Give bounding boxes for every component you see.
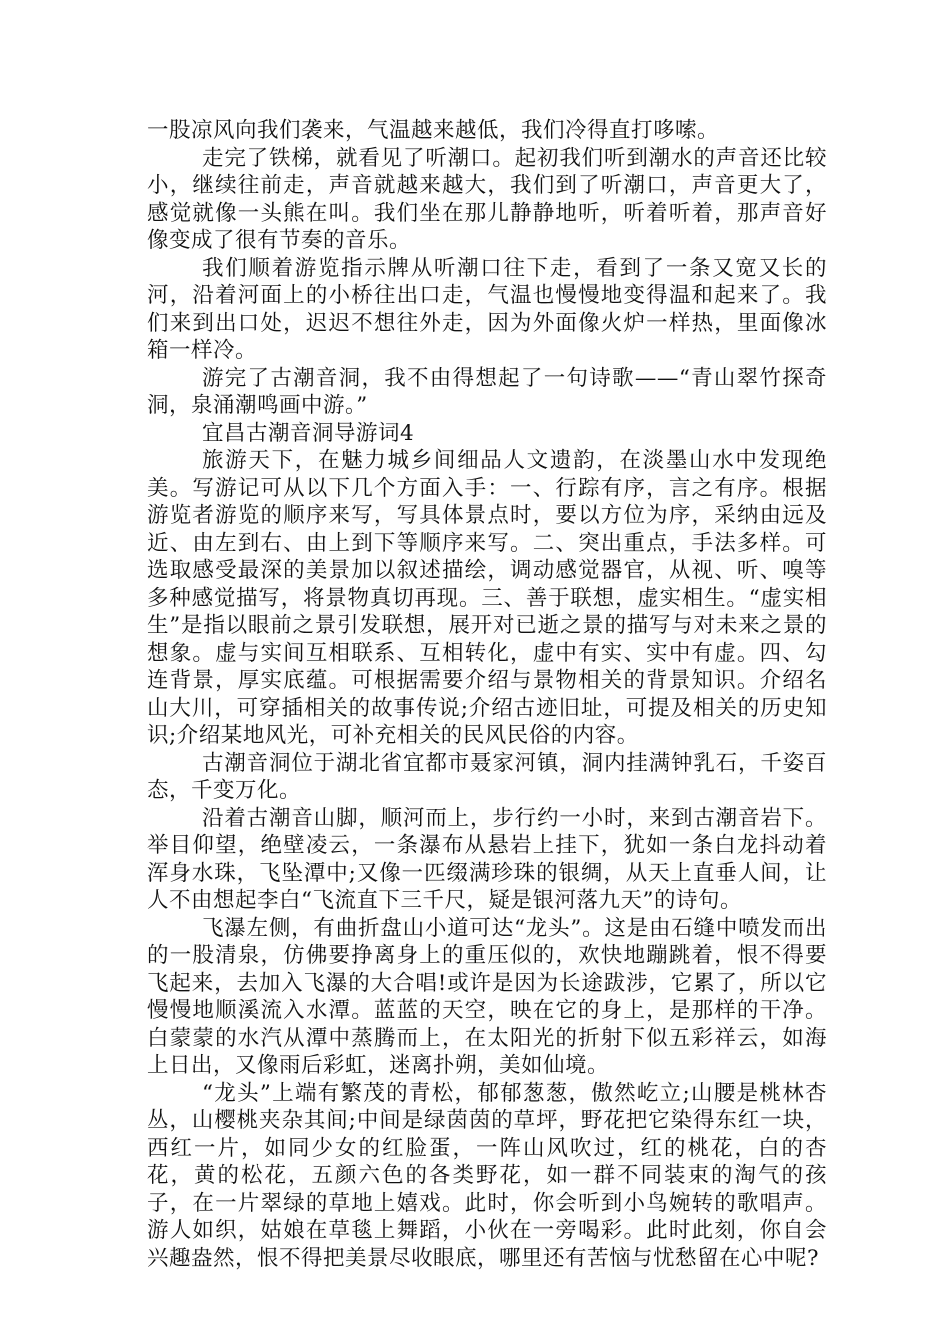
paragraph-waterfall: 沿着古潮音山脚，顺河而上，步行约一小时，来到古潮音岩下。举目仰望，绝壁凌云，一条瀑布从悬岩上挂下，犹如一条白龙抖动着浑身水珠，飞坠潭中;又像一匹缀满珍珠的银绸，从天上直垂人间，让人不由想起李白“飞流直下三千尺，疑是银河落九天”的诗句。	[147, 805, 827, 913]
paragraph-continuation: 一股凉风向我们袭来，气温越来越低，我们冷得直打哆嗦。	[147, 118, 720, 143]
paragraph-tingchaokou: 走完了铁梯，就看见了听潮口。起初我们听到潮水的声音还比较小，继续往前走，声音就越来越大，我们到了听潮口，声音更大了，感觉就像一头熊在叫。我们坐在那儿静静地听，听着听着，那声音好像变成了很有节奏的音乐。	[147, 145, 827, 253]
document-page	[147, 117, 827, 1272]
section-heading: 宜昌古潮音洞导游词4	[202, 420, 415, 446]
paragraph-poem: 游完了古潮音洞，我不由得想起了一句诗歌——“青山翠竹探奇洞，泉涌潮鸣画中游。”	[147, 365, 827, 418]
paragraph-scenery: “龙头”上端有繁茂的青松，郁郁葱葱，傲然屹立;山腰是桃林杏丛，山樱桃夹杂其间;中间是绿茵茵的草坪，野花把它染得东红一块，西红一片，如同少女的红脸蛋，一阵山风吹过，红的桃花，白的杏花，黄的松花，五颜六色的各类野花，如一群不同装束的淘气的孩子，在一片翠绿的草地上嬉戏。此时，你会听到小鸟婉转的歌唱声。游人如织，姑娘在草毯上舞蹈，小伙在一旁喝彩。此时此刻，你自会兴趣盎然，恨不得把美景尽收眼底，哪里还有苦恼与忧愁留在心中呢?	[147, 1080, 827, 1271]
paragraph-location: 古潮音洞位于湖北省宜都市聂家河镇，洞内挂满钟乳石，千姿百态，千变万化。	[147, 750, 827, 803]
paragraph-longtou-spring: 飞瀑左侧，有曲折盘山小道可达“龙头”。这是由石缝中喷发而出的一股清泉，仿佛要挣离身上的重压似的，欢快地蹦跳着，恨不得要飞起来，去加入飞瀑的大合唱!或许是因为长途跋涉，它累了，所以它慢慢地顺溪流入水潭。蓝蓝的天空，映在它的身上，是那样的干净。白蒙蒙的水汽从潭中蒸腾而上，在太阳光的折射下似五彩祥云，如海上日出，又像雨后彩虹，迷离扑朔，美如仙境。	[147, 915, 827, 1078]
paragraph-travel-writing-tips: 旅游天下，在魅力城乡间细品人文遗韵，在淡墨山水中发现绝美。写游记可从以下几个方面入手：一、行踪有序，言之有序。根据游览者游览的顺序来写，写具体景点时，要以方位为序，采纳由远及近、由左到右、由上到下等顺序来写。二、突出重点，手法多样。可选取感受最深的美景加以叙述描绘，调动感觉器官，从视、听、嗅等多种感觉描写，将景物真切再现。三、善于联想，虚实相生。“虚实相生”是指以眼前之景引发联想，展开对已逝之景的描写与对未来之景的想象。虚与实间互相联系、互相转化，虚中有实、实中有虚。四、勾连背景，厚实底蕴。可根据需要介绍与景物相关的背景知识。介绍名山大川，可穿插相关的故事传说;介绍古迹旧址，可提及相关的历史知识;介绍某地风光，可补充相关的民风民俗的内容。	[147, 448, 827, 748]
paragraph-exit: 我们顺着游览指示牌从听潮口往下走，看到了一条又宽又长的河，沿着河面上的小桥往出口走，气温也慢慢地变得温和起来了。我们来到出口处，迟迟不想往外走，因为外面像火炉一样热，里面像冰箱一样冷。	[147, 255, 827, 363]
